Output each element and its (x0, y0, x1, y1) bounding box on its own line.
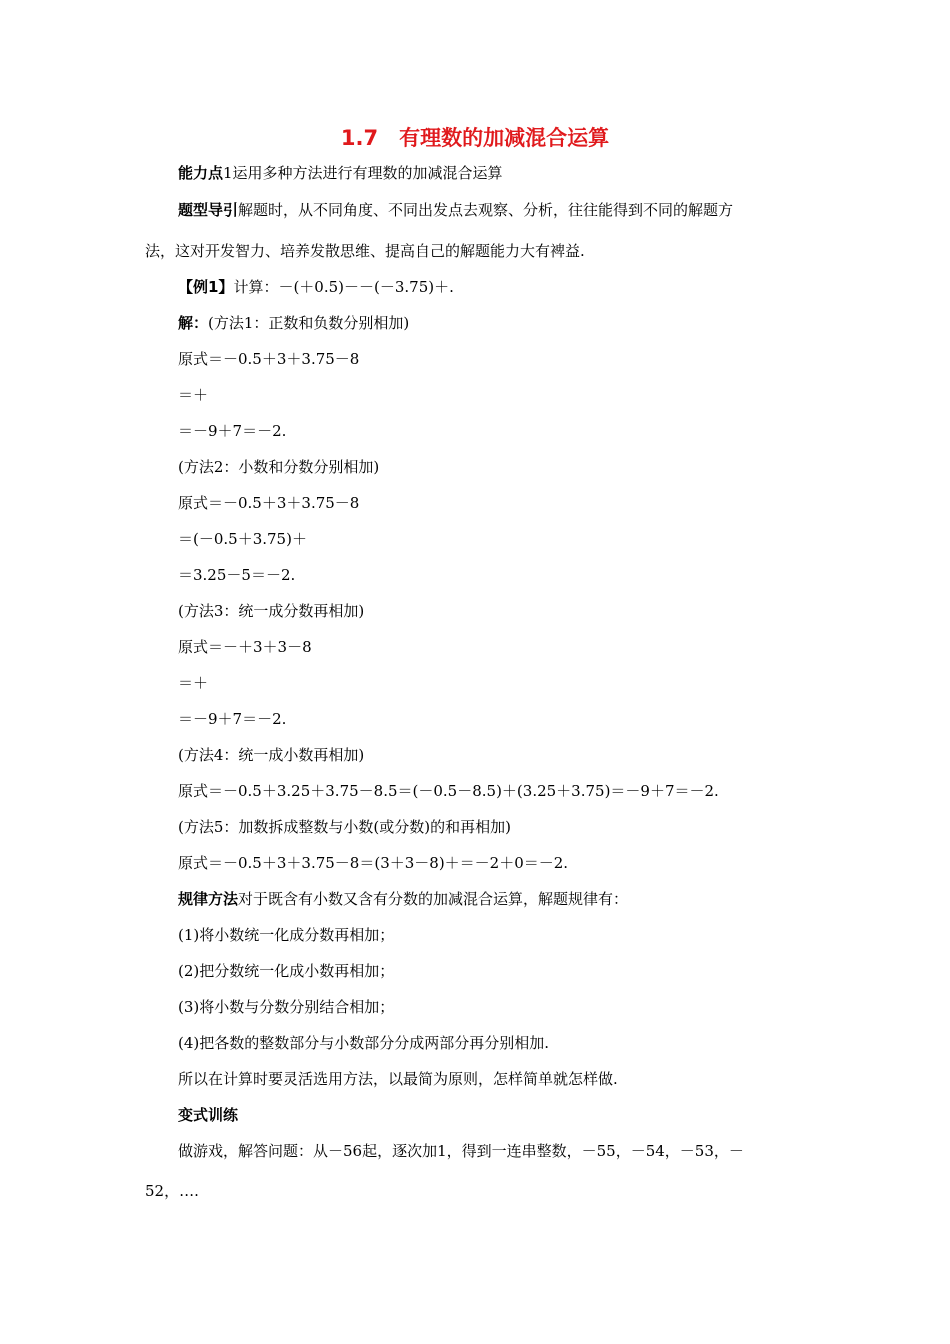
method2-line-1: 原式＝－0.5＋3＋3.75－8 (178, 494, 360, 512)
method1-line-2: ＝＋ (178, 386, 209, 404)
rule-item: (1)将小数统一化成分数再相加； (178, 926, 395, 944)
guide-line-1 (178, 199, 733, 221)
guide-text-1: 解题时，从不同角度、不同出发点去观察、分析，往往能得到不同的解题方 (238, 201, 734, 219)
rule-conclusion: 所以在计算时要灵活选用方法，以最简为原则，怎样简单就怎样做. (178, 1070, 618, 1088)
method5-title: (方法5：加数拆成整数与小数(或分数)的和再相加) (178, 818, 511, 836)
variant-line-1: 做游戏，解答问题：从－56起，逐次加1，得到一连串整数，－55，－54，－53，－ (178, 1142, 744, 1160)
method1-line-1: 原式＝－0.5＋3＋3.75－8 (178, 350, 360, 368)
method5-line-1: 原式＝－0.5＋3＋3.75－8＝(3＋3－8)＋＝－2＋0＝－2. (178, 854, 569, 872)
method1-line-3: ＝－9＋7＝－2. (178, 422, 287, 440)
ability-text: 1运用多种方法进行有理数的加减混合运算 (223, 164, 503, 182)
ability-label: 能力点 (178, 164, 224, 182)
method4-line-1: 原式＝－0.5＋3.25＋3.75－8.5＝(－0.5－8.5)＋(3.25＋3.75)＝－9＋7＝－2. (178, 782, 719, 800)
variant-label: 变式训练 (178, 1106, 239, 1124)
method3-line-2: ＝＋ (178, 674, 209, 692)
example-label: 【例1】 (178, 278, 234, 296)
method4-title: (方法4：统一成小数再相加) (178, 746, 365, 764)
rule-item: (3)将小数与分数分别结合相加； (178, 998, 395, 1016)
rule-item: (2)把分数统一化成小数再相加； (178, 962, 395, 980)
method2-title: (方法2：小数和分数分别相加) (178, 458, 380, 476)
guide-line-2: 法，这对开发智力、培养发散思维、提高自己的解题能力大有裨益. (145, 242, 585, 260)
rule-text: 对于既含有小数又含有分数的加减混合运算，解题规律有： (238, 890, 629, 908)
method3-title: (方法3：统一成分数再相加) (178, 602, 365, 620)
method3-line-3: ＝－9＋7＝－2. (178, 710, 287, 728)
page-title: 1.7 有理数的加减混合运算 (340, 126, 610, 150)
example-text: 计算：－(＋0.5)－－(－3.75)＋. (233, 278, 454, 296)
solution-method1-title (178, 312, 409, 334)
solution-label: 解： (178, 314, 209, 332)
method3-line-1: 原式＝－＋3＋3－8 (178, 638, 312, 656)
rule-label: 规律方法 (178, 890, 239, 908)
rule-line (178, 888, 628, 910)
variant-line-2: 52，…. (145, 1182, 199, 1200)
example-line (178, 276, 454, 298)
rule-item: (4)把各数的整数部分与小数部分分成两部分再分别相加. (178, 1034, 550, 1052)
ability-line (178, 162, 503, 184)
guide-label: 题型导引 (178, 201, 239, 219)
method1-title: (方法1：正数和负数分别相加) (208, 314, 410, 332)
method2-line-3: ＝3.25－5＝－2. (178, 566, 296, 584)
method2-line-2: ＝(－0.5＋3.75)＋ (178, 530, 307, 548)
